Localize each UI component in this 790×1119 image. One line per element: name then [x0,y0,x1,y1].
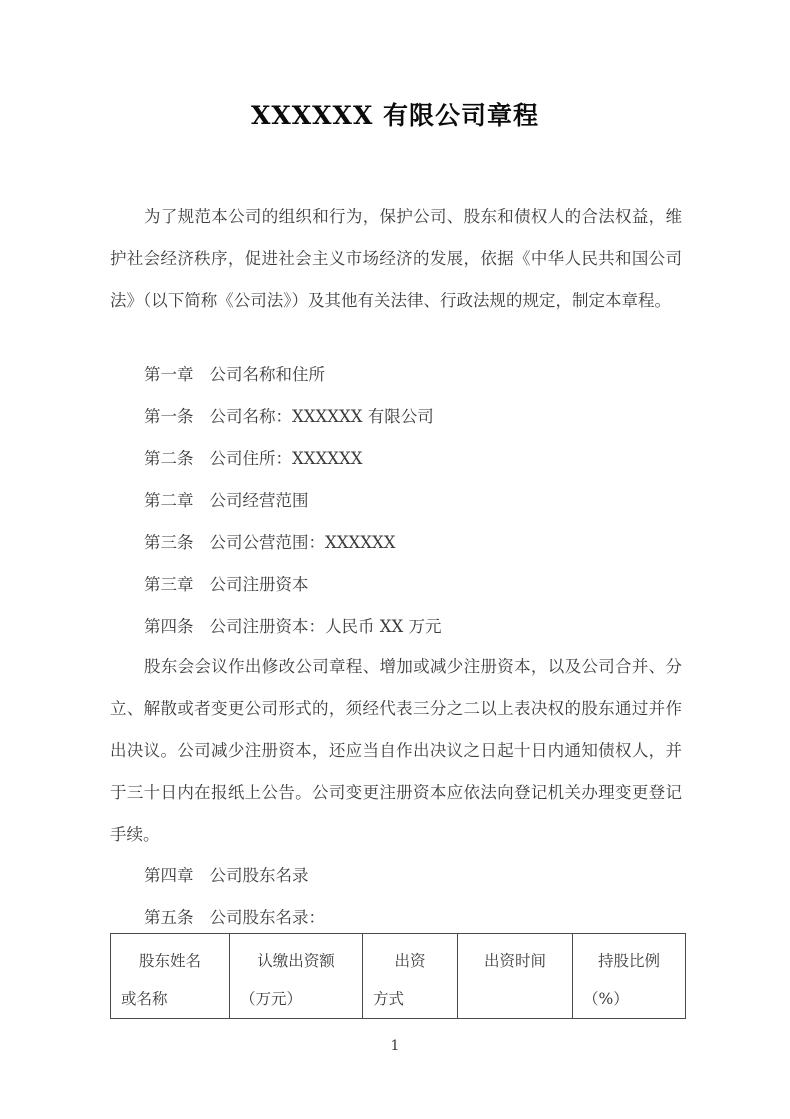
cell-content [458,934,572,980]
clause-text: 公司经营范围 [209,491,309,510]
table-row [111,934,686,1019]
clause-group-chapter-two-three [110,480,682,648]
header-line-2: 或名称 [121,990,168,1008]
header-line-1: 认缴出资额 [257,952,335,970]
capital-paragraph: 股东会会议作出修改公司章程、增加或减少注册资本，以及公司合并、分立、解散或者变更公司形式的，须经代表三分之二以上表决权的股东通过并作出决议。公司减少注册资本，还应当自作出决议之日起十日内通知债权人，并于三十日内在报纸上公告。公司变更注册资本应依法向登记机关办理变更登记手续。 [110,657,682,844]
clause-line [110,396,682,438]
clause-label: 第二条 [144,449,194,468]
table-header-cell-contribution-method [363,934,458,1019]
cell-content [573,934,685,1018]
clause-label: 第三条 [144,533,194,552]
clause-text: 公司名称：XXXXXX 有限公司 [209,407,434,426]
clause-line [110,438,682,480]
clause-text: 公司名称和住所 [209,365,325,384]
clause-label: 第二章 [144,491,194,510]
header-line-1: 股东姓名 [138,952,201,970]
clause-text: 公司注册资本 [209,575,309,594]
capital-paragraph-block [110,646,682,856]
clause-line [110,354,682,396]
clause-label: 第四条 [144,617,194,636]
cell-content [230,934,362,1018]
header-line-2: 方式 [373,990,405,1008]
clause-group-chapter-one [110,354,682,480]
intro-paragraph: 为了规范本公司的组织和行为，保护公司、股东和债权人的合法权益，维护社会经济秩序，促进社会主义市场经济的发展，依据《中华人民共和国公司法》（以下简称《公司法》）及其他有关法律、行政法规的规定，制定本章程。 [110,207,682,310]
page-number: 1 [390,1038,400,1054]
page-title: XXXXXX 有限公司章程 [250,101,540,130]
clause-line [110,606,682,648]
shareholder-table [110,933,686,1019]
clause-label: 第四章 [144,866,194,885]
header-line-1: 持股比例 [597,952,660,970]
table-header-cell-subscribed-capital [230,934,363,1019]
header-line-1: 出资时间 [483,952,546,970]
clause-line [110,564,682,606]
clause-line [110,480,682,522]
table-header-cell-shareholding-ratio [573,934,686,1019]
clause-line [110,522,682,564]
cell-content [111,934,229,1018]
clause-text: 公司公营范围：XXXXXX [209,533,396,552]
header-line-2: （%） [583,990,629,1008]
header-line-1: 出资 [394,952,426,970]
clause-text: 公司股东名录： [209,908,325,927]
clause-label: 第五条 [144,908,194,927]
clause-label: 第三章 [144,575,194,594]
table-header-cell-contribution-time [458,934,573,1019]
cell-content [363,934,457,1018]
clause-text: 公司股东名录 [209,866,309,885]
clause-line [110,855,682,897]
table-header-cell-shareholder-name [111,934,230,1019]
clause-label: 第一条 [144,407,194,426]
clause-text: 公司注册资本：人民币 XX 万元 [209,617,442,636]
clause-text: 公司住所：XXXXXX [209,449,363,468]
header-line-2: （万元） [240,990,303,1008]
clause-label: 第一章 [144,365,194,384]
intro-paragraph-block [110,196,682,322]
clause-group-chapter-four [110,855,682,939]
